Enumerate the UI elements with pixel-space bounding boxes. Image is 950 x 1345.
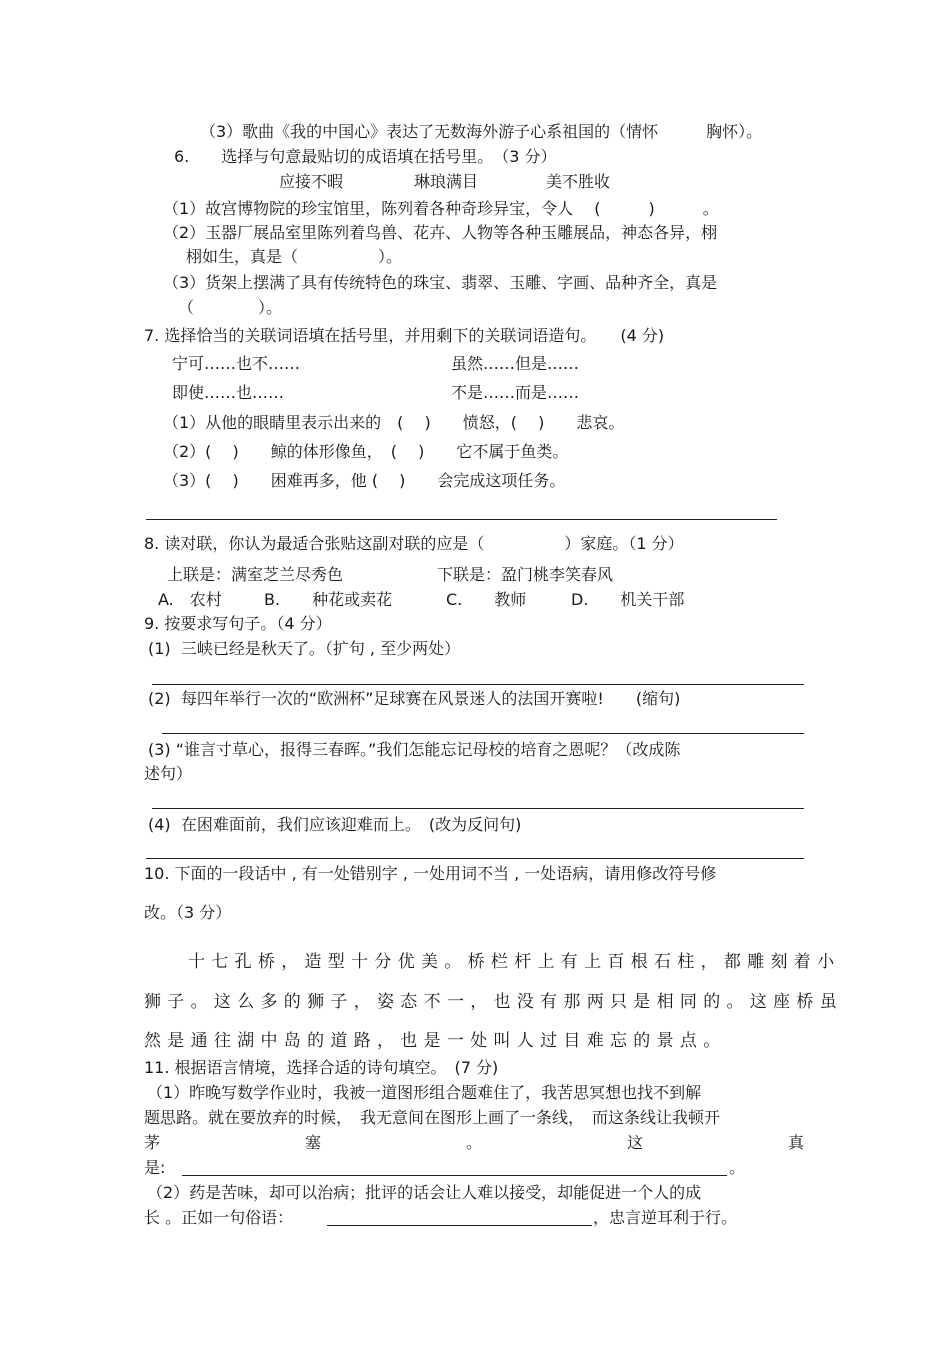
- q9-item-2: (2) 每四年举行一次的“欧洲杯”足球赛在风景迷人的法国开赛啦! (缩句): [148, 689, 681, 708]
- q11-item-2b-start: 长 。正如一句俗语：: [144, 1208, 294, 1227]
- q7-pair-4: 不是……而是……: [451, 383, 580, 402]
- q7-title: 7. 选择恰当的关联词语填在括号里，并用剩下的关联词语造句。 (4 分): [144, 326, 665, 345]
- q8-choice-b: B. 种花或卖花: [264, 590, 393, 609]
- q11-item-1d-label: 是:: [144, 1158, 166, 1177]
- q11-item-1c-line: [144, 1132, 804, 1154]
- q11-item-1c-char: 真: [787, 1133, 804, 1152]
- q7-item-1: （1）从他的眼睛里表示出来的 ( ) 愤怒，( ) 悲哀。: [163, 413, 625, 432]
- q8-upper-couplet: 上联是：满室芝兰尽秀色: [167, 565, 344, 584]
- q11-item-1c-char: 这: [626, 1133, 643, 1152]
- q6-item-1: （1）故宫博物院的珍宝馆里，陈列着各种奇珍异宝，令人 ( ) 。: [163, 199, 719, 218]
- q7-pair-1: 宁可……也不……: [172, 354, 301, 373]
- q11-item-1a: （1）昨晚写数学作业时，我被一道图形组合题难住了，我苦思冥想也找不到解: [147, 1083, 702, 1102]
- q10-paragraph-line-2: 狮子。这么多的狮子，姿态不一，也没有那两只是相同的。这座桥虽: [144, 992, 843, 1012]
- q11-item-1d-end: 。: [729, 1158, 746, 1177]
- q7-pair-3: 即使……也……: [172, 383, 285, 402]
- q9-item-1: (1) 三峡已经是秋天了。（扩句 , 至少两处）: [148, 639, 461, 658]
- q6-title: 6. 选择与句意最贴切的成语填在括号里。 （3 分）: [174, 147, 557, 166]
- q6-item-3b: （ ）。: [178, 298, 283, 317]
- q9-item-3a: (3) “谁言寸草心，报得三春晖。”我们怎能忘记母校的培育之恩呢？（改成陈: [148, 740, 681, 759]
- q7-item-2: （2）( ) 鲸的体形像鱼， ( ) 它不属于鱼类。: [163, 442, 569, 461]
- q8-title: 8. 读对联，你认为最适合张贴这副对联的应是（ ）家庭。（1 分）: [144, 534, 684, 553]
- q9-answer-line-1[interactable]: [152, 684, 804, 685]
- q10-paragraph-line-1: 十七孔桥，造型十分优美。桥栏杆上有上百根石柱，都雕刻着小: [188, 952, 841, 972]
- q11-blank-1[interactable]: [182, 1175, 727, 1176]
- q9-title: 9. 按要求写句子。（4 分）: [144, 614, 332, 633]
- q11-item-2a: （2）药是苦味，却可以治病；批评的话会让人难以接受，却能促进一个人的成: [147, 1183, 702, 1202]
- q10-title-b: 改。（3 分）: [144, 903, 232, 922]
- q8-lower-couplet: 下联是：盈门桃李笑春风: [437, 565, 614, 584]
- q6-option-3: 美不胜收: [546, 172, 611, 191]
- q6-item-3a: （3）货架上摆满了具有传统特色的珠宝、翡翠、玉雕、字画、品种齐全，真是: [163, 273, 718, 292]
- q8-choice-c: C. 教师: [446, 590, 527, 609]
- q9-item-4: (4) 在困难面前，我们应该迎难而上。 (改为反问句): [148, 815, 522, 834]
- q9-answer-line-3[interactable]: [152, 808, 804, 809]
- q10-paragraph-line-3: 然是通往湖中岛的道路，也是一处叫人过目难忘的景点。: [144, 1031, 727, 1051]
- q8-choice-a: A. 农村: [158, 590, 222, 609]
- q11-item-1c-char: 茅: [144, 1133, 161, 1152]
- q7-answer-line[interactable]: [146, 519, 777, 520]
- q11-item-1b: 题思路。就在要放弃的时候， 我无意间在图形上画了一条线， 而这条线让我顿开: [144, 1108, 721, 1127]
- q11-item-1c-char: 。: [465, 1133, 482, 1152]
- q11-item-2b-end: ，忠言逆耳利于行。: [593, 1208, 738, 1227]
- q6-option-1: 应接不暇: [279, 172, 344, 191]
- q9-answer-line-4[interactable]: [146, 858, 804, 859]
- q7-item-3: （3）( ) 困难再多，他 ( ) 会完成这项任务。: [163, 471, 566, 490]
- q5-item-3: （3）歌曲《我的中国心》表达了无数海外游子心系祖国的（情怀 胸怀）。: [200, 122, 763, 141]
- q9-item-3b: 述句）: [144, 764, 193, 783]
- q9-answer-line-2[interactable]: [162, 733, 804, 734]
- q6-option-2: 琳琅满目: [414, 172, 479, 191]
- q11-item-1c-char: 塞: [304, 1133, 321, 1152]
- q10-title-a: 10. 下面的一段话中 , 有一处错别字 , 一处用词不当 , 一处语病，请用修改符号修: [144, 864, 717, 883]
- q11-title: 11. 根据语言情境，选择合适的诗句填空。 (7 分): [144, 1058, 499, 1077]
- q6-item-2a: （2）玉器厂展品室里陈列着鸟兽、花卉、人物等各种玉雕展品，神态各异，栩: [163, 223, 718, 242]
- q11-blank-2[interactable]: [327, 1225, 592, 1226]
- q8-choice-d: D. 机关干部: [571, 590, 685, 609]
- q7-pair-2: 虽然……但是……: [451, 354, 580, 373]
- q6-item-2b: 栩如生，真是（ ）。: [186, 247, 403, 266]
